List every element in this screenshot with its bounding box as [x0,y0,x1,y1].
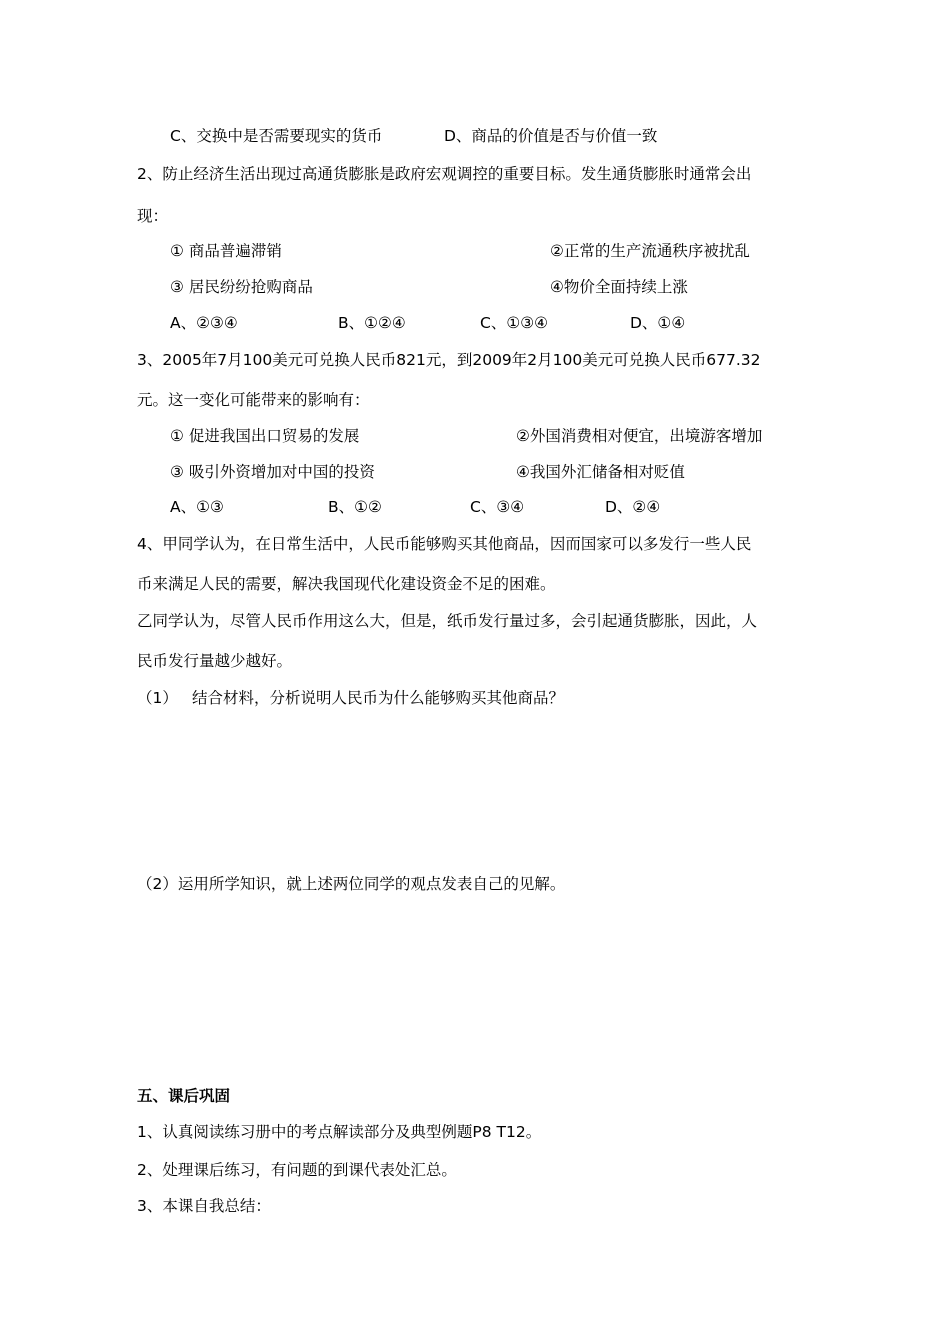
sub-question-1-number: （1） [137,689,178,707]
q3-choice-d: D、②④ [605,498,661,516]
q3-item-1: ① 促进我国出口贸易的发展 [170,427,360,445]
list-item: 1、认真阅读练习册中的考点解读部分及典型例题P8 T12。 [137,1123,542,1141]
q3-item-3: ③ 吸引外资增加对中国的投资 [170,463,375,481]
section-title: 五、课后巩固 [137,1087,231,1105]
question-4-para2: 乙同学认为，尽管人民币作用这么大，但是，纸币发行量过多，会引起通货膨胀，因此，人 [137,612,758,630]
q2-item-1: ① 商品普遍滞销 [170,242,282,260]
q2-choice-a: A、②③④ [170,314,238,332]
q3-choice-c: C、③④ [470,498,525,516]
sub-question-2: （2）运用所学知识，就上述两位同学的观点发表自己的见解。 [137,875,566,893]
q2-choice-d: D、①④ [630,314,686,332]
q2-item-4: ④物价全面持续上涨 [550,278,688,296]
question-4-para1: 4、甲同学认为，在日常生活中，人民币能够购买其他商品，因而国家可以多发行一些人民 [137,535,752,553]
question-4-para2-cont: 民币发行量越少越好。 [137,652,293,670]
question-3-stem: 3、2005年7月100美元可兑换人民币821元，到2009年2月100美元可兑换人民币677.32 [137,351,761,369]
q2-item-3: ③ 居民纷纷抢购商品 [170,278,313,296]
q2-choice-b: B、①②④ [338,314,406,332]
list-item: 2、处理课后练习，有问题的到课代表处汇总。 [137,1161,457,1179]
q2-item-2: ②正常的生产流通秩序被扰乱 [550,242,750,260]
question-2-stem-cont: 现： [137,207,169,225]
question-4-para1-cont: 币来满足人民的需要，解决我国现代化建设资金不足的困难。 [137,575,556,593]
q3-item-4: ④我国外汇储备相对贬值 [516,463,685,481]
q2-choice-c: C、①③④ [480,314,549,332]
option-c: C、交换中是否需要现实的货币 [170,127,383,145]
list-item: 3、本课自我总结： [137,1197,271,1215]
option-d: D、商品的价值是否与价值一致 [444,127,658,145]
question-2-stem: 2、防止经济生活出现过高通货膨胀是政府宏观调控的重要目标。发生通货膨胀时通常会出 [137,165,752,183]
sub-question-1: 结合材料，分析说明人民币为什么能够购买其他商品？ [192,689,565,707]
q3-choice-b: B、①② [328,498,382,516]
q3-choice-a: A、①③ [170,498,224,516]
q3-item-2: ②外国消费相对便宜，出境游客增加 [516,427,763,445]
question-3-stem-cont: 元。这一变化可能带来的影响有： [137,391,370,409]
